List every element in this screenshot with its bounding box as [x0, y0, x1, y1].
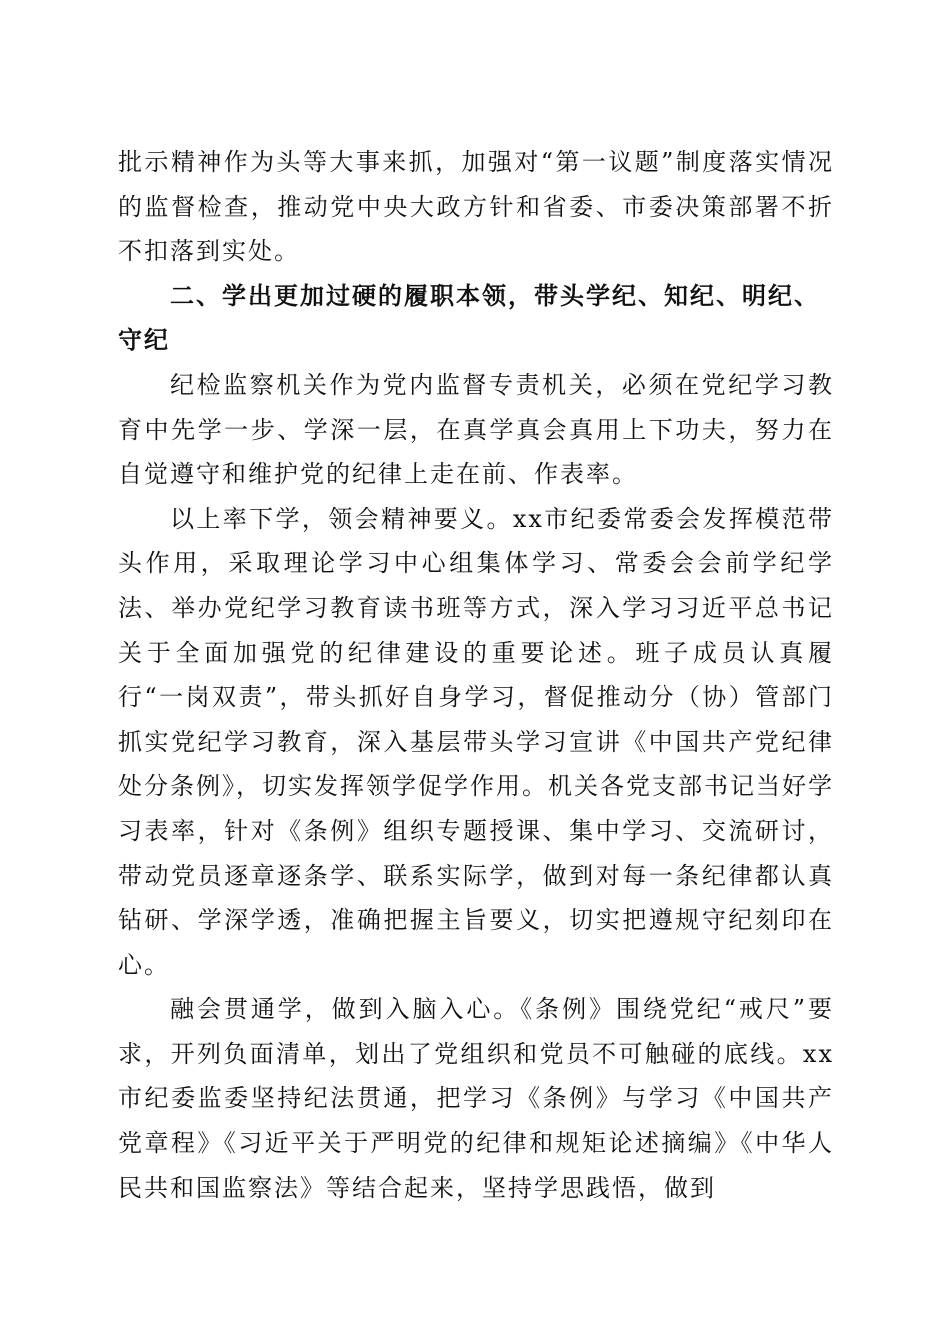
paragraph-intro: 纪检监察机关作为党内监督专责机关，必须在党纪学习教育中先学一步、学深一层，在真学真会真用上下功夫，努力在自觉遵守和维护党的纪律上走在前、作表率。 [118, 370, 834, 489]
document-body [118, 140, 834, 1210]
section-heading: 二、学出更加过硬的履职本领，带头学纪、知纪、明纪、守纪 [118, 281, 820, 355]
paragraph-lead-by-example: 以上率下学，领会精神要义。xx市纪委常委会发挥模范带头作用，采取理论学习中心组集体学习、常委会会前学纪学法、举办党纪学习教育读书班等方式，深入学习习近平总书记关于全面加强党的纪律建设的重要论述。班子成员认真履行“一岗双责”，带头抓好自身学习，督促推动分（协）管部门抓实党纪学习教育，深入基层带头学习宣讲《中国共产党纪律处分条例》，切实发挥领学促学作用。机关各党支部书记当好学习表率，针对《条例》组织专题授课、集中学习、交流研讨，带动党员逐章逐条学、联系实际学，做到对每一条纪律都认真钻研、学深学透，准确把握主旨要义，切实把遵规守纪刻印在心。 [118, 504, 834, 979]
paragraph-continuation: 批示精神作为头等大事来抓，加强对“第一议题”制度落实情况的监督检查，推动党中央大政方针和省委、市委决策部署不折不扣落到实处。 [118, 148, 834, 266]
paragraph-integrated-study: 融会贯通学，做到入脑入心。《条例》围绕党纪“戒尺”要求，开列负面清单，划出了党组织和党员不可触碰的底线。xx市纪委监委坚持纪法贯通，把学习《条例》与学习《中国共产党章程》《习近平关于严明党的纪律和规矩论述摘编》《中华人民共和国监察法》等结合起来，坚持学思践悟，做到 [118, 995, 834, 1202]
